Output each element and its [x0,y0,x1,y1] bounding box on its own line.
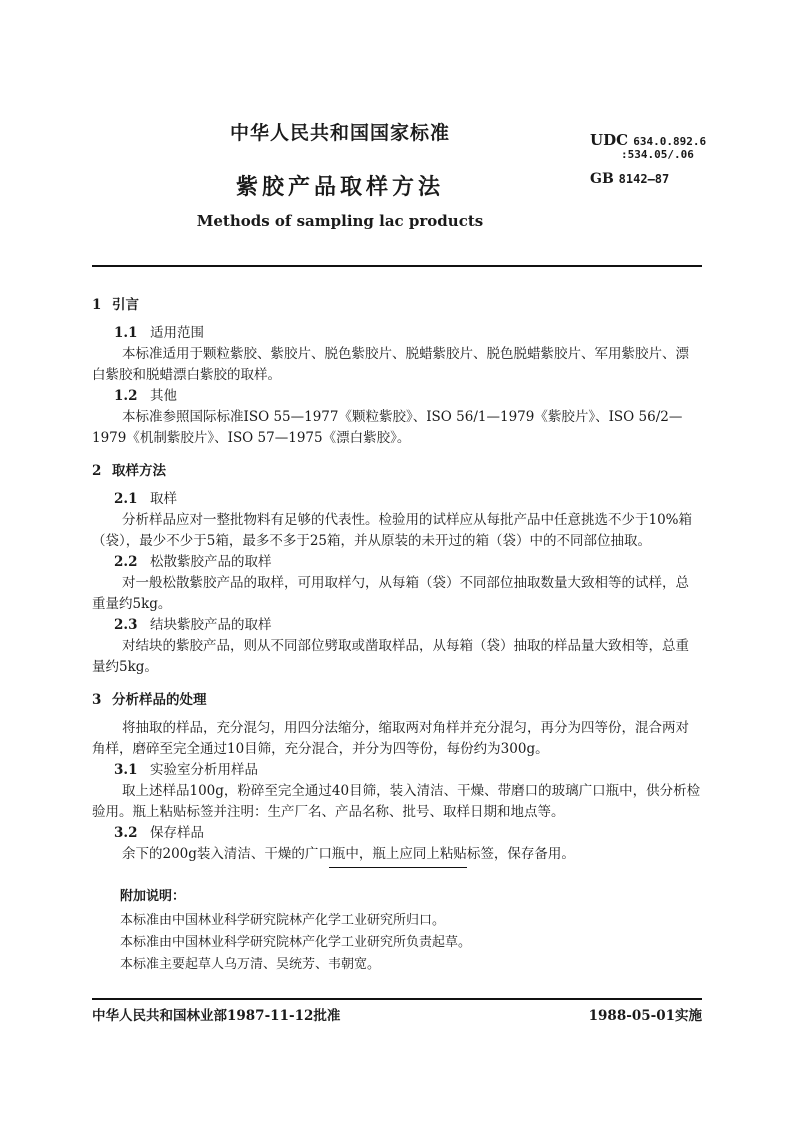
section-heading-1: 1 引言 [92,297,139,313]
subsection-heading-3-2: 3.2 保存样品 [114,825,204,841]
approval-date: 中华人民共和国林业部1987-11-12批准 [92,1008,341,1024]
paragraph-3-1: 取上述样品100g，粉碎至完全通过40目筛，装入清洁、干燥、带磨口的玻璃广口瓶中，供分析检验用。瓶上粘贴标签并注明：生产厂名、产品名称、批号、取样日期和地点等。 [92,783,701,820]
document-title-cn: 紫胶产品取样方法 [235,174,444,200]
note-line: 本标准主要起草人乌万清、吴统芳、韦朝宽。 [120,957,381,972]
paragraph-1-1: 本标准适用于颗粒紫胶、紫胶片、脱色紫胶片、脱蜡紫胶片、脱色脱蜡紫胶片、军用紫胶片、漂白紫胶和脱蜡漂白紫胶的取样。 [92,346,689,383]
udc-label [590,131,706,149]
top-divider [92,265,702,267]
note-divider [329,867,467,868]
paragraph-2-3: 对结块的紫胶产品，则从不同部位劈取或凿取样品，从每箱（袋）抽取的样品量大致相等，总重量约5kg。 [92,638,689,675]
subsection-heading-2-3: 2.3 结块紫胶产品的取样 [114,617,272,633]
gb-number: 8142—87 [618,172,670,186]
paragraph-2-2: 对一般松散紫胶产品的取样，可用取样勺，从每箱（袋）不同部位抽取数量大致相等的试样，总重量约5kg。 [92,575,689,612]
gb-prefix: GB [590,171,614,187]
paragraph-3-2: 余下的200g装入清洁、干燥的广口瓶中，瓶上应同上粘贴标签，保存备用。 [122,846,575,862]
udc-code: 634.0.892.6 [633,135,707,148]
additional-notes [120,886,680,976]
note-line: 本标准由中国林业科学研究院林产化学工业研究所归口。 [120,913,446,928]
paragraph-1-2: 本标准参照国际标准ISO 55—1977《颗粒紫胶》、ISO 56/1—1979《紫胶片》、ISO 56/2—1979《机制紫胶片》、ISO 57—1975《漂白紫胶》。 [92,409,683,446]
subsection-heading-3-1: 3.1 实验室分析用样品 [114,762,258,778]
notes-heading: 附加说明： [120,889,186,904]
document-body [92,295,702,865]
subsection-heading-2-2: 2.2 松散紫胶产品的取样 [114,554,272,570]
section-heading-3: 3 分析样品的处理 [92,692,207,708]
udc-code-2: :534.05/.06 [621,148,694,161]
paragraph-3: 将抽取的样品，充分混匀，用四分法缩分，缩取两对角样并充分混匀，再分为四等份，混合两对角样，磨碎至完全通过10目筛，充分混合，并分为四等份，每份约为300g。 [92,720,689,757]
document-title-en: Methods of sampling lac products [196,212,484,230]
paragraph-2-1: 分析样品应对一整批物料有足够的代表性。检验用的试样应从每批产品中任意挑选不少于10%箱（袋），最少不少于5箱，最多不多于25箱，并从原装的未开过的箱（袋）中的不同部位抽取。 [92,512,693,549]
gb-number-label [590,171,669,187]
subsection-heading-2-1: 2.1 取样 [114,491,177,507]
subsection-heading-1-2: 1.2 其他 [114,388,177,404]
implementation-date: 1988-05-01实施 [588,1008,702,1024]
note-line: 本标准由中国林业科学研究院林产化学工业研究所负责起草。 [120,935,472,950]
section-heading-2: 2 取样方法 [92,463,166,479]
standard-title: 中华人民共和国国家标准 [229,122,450,144]
subsection-heading-1-1: 1.1 适用范围 [114,325,204,341]
udc-prefix: UDC [590,131,629,149]
footer-divider [92,998,702,1000]
